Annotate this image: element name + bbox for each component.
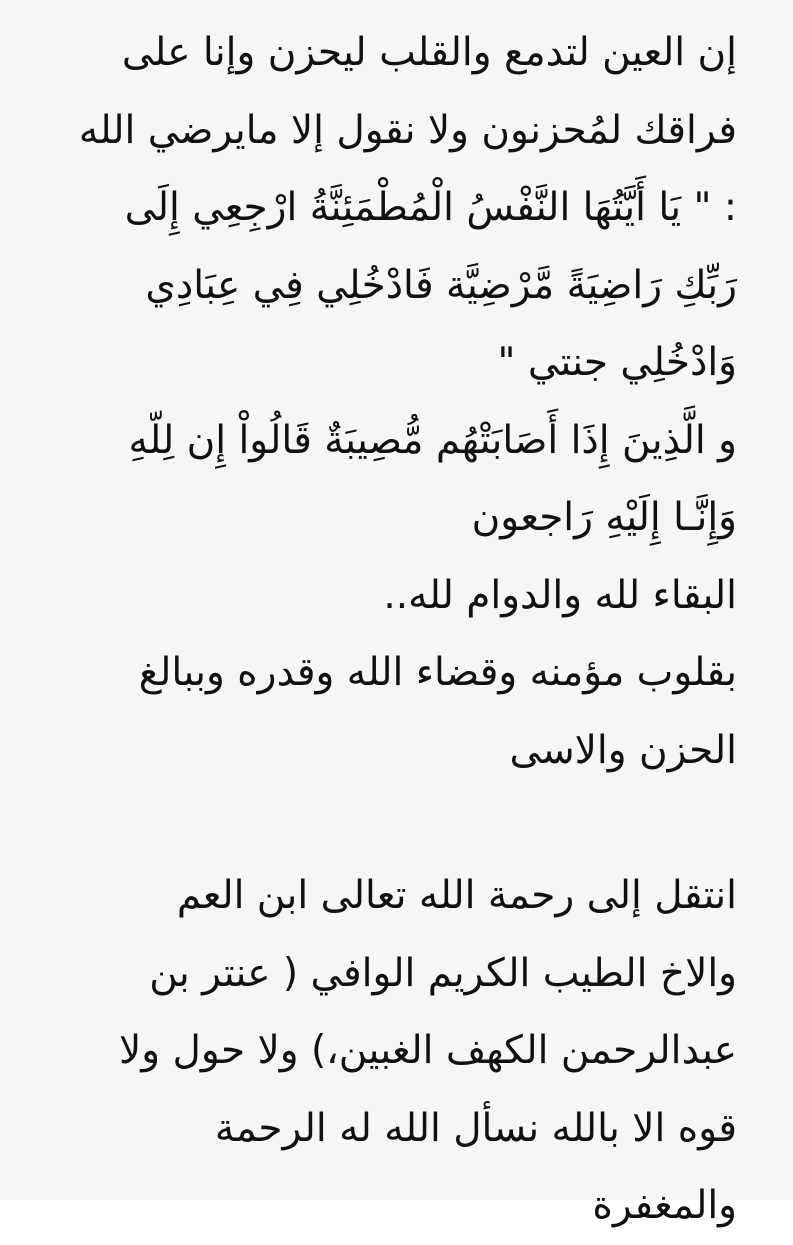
death-announcement-block: [28, 857, 737, 1245]
text-line: والمغفرة: [592, 1183, 737, 1228]
text-line: رَبِّكِ رَاضِيَةً مَّرْضِيَّة فَادْخُلِي فِي عِبَادِي: [145, 262, 737, 308]
text-line: انتقل إلى رحمة الله تعالى ابن العم: [176, 873, 737, 918]
text-line: بقلوب مؤمنه وقضاء الله وقدره وببالغ: [138, 650, 737, 695]
text-line: وَإِنَّـا إِلَيْهِ رَاجعون: [471, 495, 737, 540]
text-line: الحزن والاسى: [509, 727, 737, 773]
text-line: والاخ الطيب الكريم الوافي ( عنتر بن: [149, 950, 737, 996]
quran-verses-block: [28, 14, 737, 789]
text-line: و الَّذِينَ إِذَا أَصَابَتْهُم مُّصِيبَةٌ قَالُواْ إِن لِلّهِ: [128, 417, 737, 463]
text-line: قوه الا بالله نسأل الله له الرحمة: [214, 1105, 737, 1151]
paragraph-gap: [28, 789, 737, 857]
text-line: إن العين لتدمع والقلب ليحزن وإنا على: [121, 30, 737, 75]
text-line: عبدالرحمن الكهف الغبين،) ولا حول ولا: [119, 1028, 737, 1073]
text-line: : " يَا أَيَّتُهَا النَّفْسُ الْمُطْمَئِنَّةُ ارْجِعِي إِلَى: [124, 185, 737, 230]
text-line: البقاء لله والدوام لله..: [383, 572, 737, 618]
text-line: وَادْخُلِي جنتي ": [497, 340, 737, 385]
text-line: فراقك لمُحزنون ولا نقول إلا مايرضي الله: [78, 107, 737, 153]
